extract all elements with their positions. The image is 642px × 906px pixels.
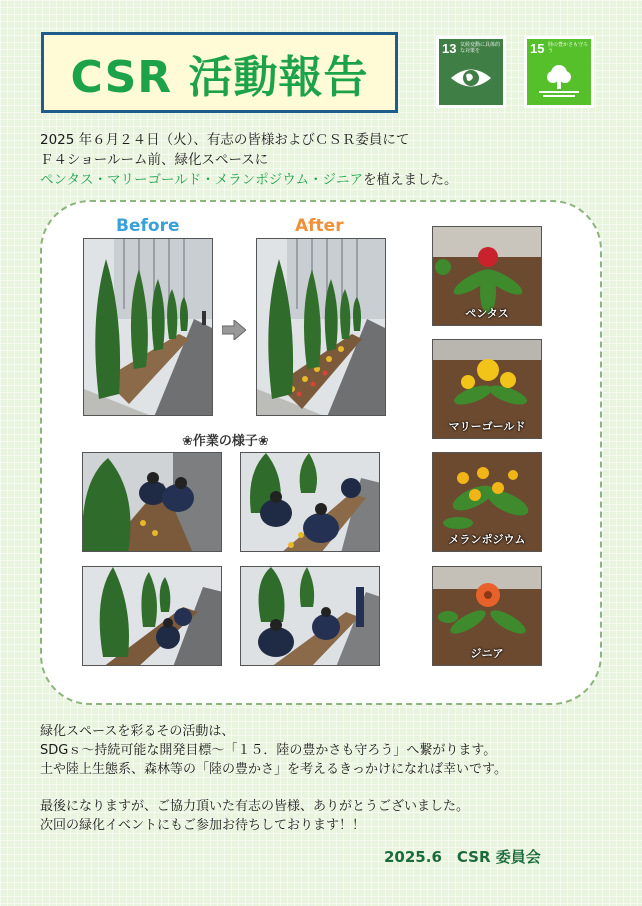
flower-caption-zinnia: ジニア: [470, 647, 504, 660]
sdg-15-badge: [524, 36, 594, 108]
arrow-right-icon: [222, 320, 246, 340]
intro-line-2: Ｆ４ショールーム前、緑化スペースに: [40, 152, 269, 168]
page-title: CSR 活動報告: [70, 51, 369, 103]
sdg-13-badge: [436, 36, 506, 108]
before-photo: [83, 238, 213, 416]
intro-line-3: [40, 170, 458, 190]
intro-line-1: 2025 年６月２４日（火）、有志の皆様およびＣＳＲ委員にて: [40, 132, 410, 148]
flower-photo-melampodium: [432, 452, 542, 552]
title-box: [41, 32, 398, 113]
work-photo-3: [82, 566, 222, 666]
flower-photo-zinnia: [432, 566, 542, 666]
flower-caption-marigold: マリーゴールド: [448, 420, 526, 433]
after-label: After: [295, 216, 344, 236]
after-photo: [256, 238, 386, 416]
intro-text: [40, 130, 458, 190]
sdg-13-text: 気候変動に具体的な対策を: [460, 42, 501, 54]
intro-line-3-tail: を植えました。: [363, 172, 458, 188]
work-photo-1: [82, 452, 222, 552]
flower-caption-pentas: ペンタス: [465, 307, 509, 320]
outro-line-4: 最後になりますが、ご協力頂いた有志の皆様、ありがとうございました。: [40, 799, 470, 814]
outro-line-2: SDGｓ～持続可能な開発目標～「１５．陸の豊かさも守ろう」へ繋がります。: [40, 743, 497, 758]
flower-caption-melampodium: メランポジウム: [448, 533, 526, 546]
outro-line-5: 次回の緑化イベントにもご参加お待ちしております！！: [40, 818, 366, 833]
flower-list: ペンタス・マリーゴールド・メランポジウム・ジニア: [40, 172, 364, 188]
work-label: ❀作業の様子❀: [182, 434, 269, 449]
work-photo-2: [240, 452, 380, 552]
signature: 2025.6 CSR 委員会: [384, 848, 541, 866]
eye-earth-icon: [449, 63, 493, 93]
flower-photo-marigold: [432, 339, 542, 439]
sdg-15-text: 陸の豊かさも守ろう: [548, 42, 589, 54]
work-photo-4: [240, 566, 380, 666]
closing-text: [40, 722, 507, 835]
before-label: Before: [116, 216, 180, 236]
outro-line-3: 土や陸上生態系、森林等の「陸の豊かさ」を考えるきっかけになれば幸いです。: [40, 762, 507, 777]
tree-icon: [537, 63, 581, 99]
outro-line-1: 緑化スペースを彩るその活動は、: [40, 724, 235, 739]
flower-photo-pentas: [432, 226, 542, 326]
sdg-13-number: 13: [442, 41, 457, 56]
sdg-15-number: 15: [530, 41, 545, 56]
